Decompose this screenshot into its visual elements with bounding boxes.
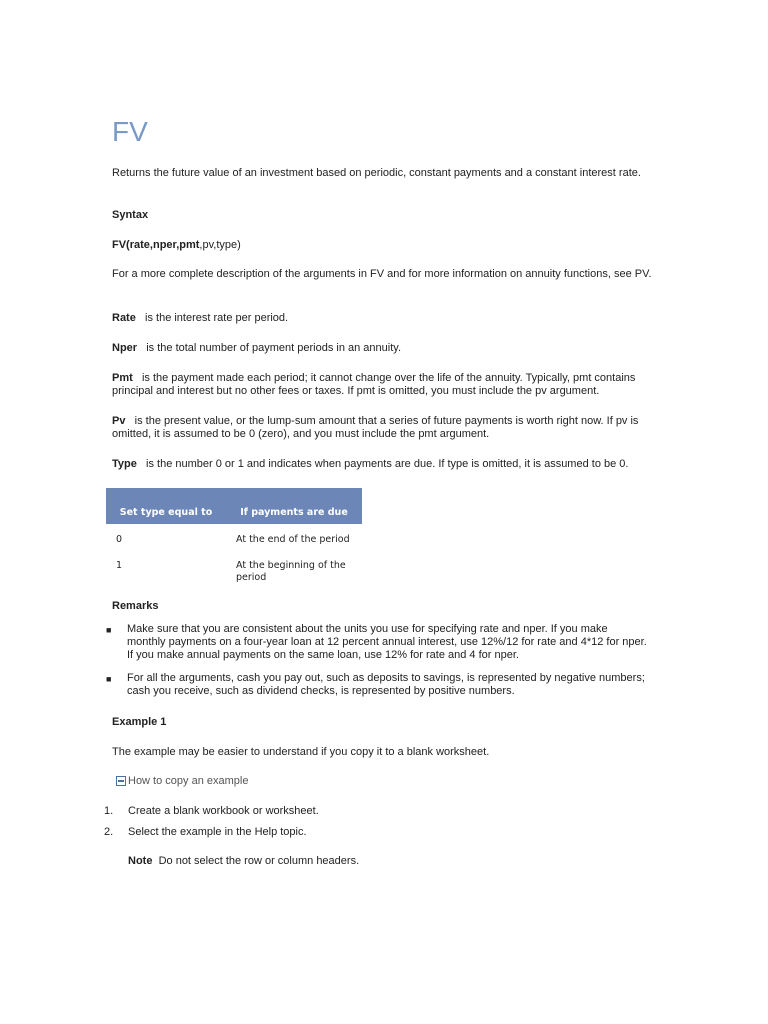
syntax-optional-args: ,pv,type) — [199, 239, 241, 251]
remark-item: For all the arguments, cash you pay out, such as deposits to savings, is represented by negative numbers; cash you receive, such as dividend checks, is represented by positive numbers. — [127, 672, 645, 697]
argument-text: is the payment made each period; it cannot change over the life of the annuity. Typically, pmt contains principal and interest but no other fees or taxes. If pmt is omitted, you must include the pv argument. — [112, 372, 636, 397]
table-header: Set type equal to — [106, 488, 226, 524]
syntax-required-args: rate,nper,pmt — [129, 239, 200, 251]
step-number: 1. — [104, 805, 114, 817]
argument-type — [112, 458, 660, 471]
syntax-function: FV( — [112, 239, 130, 251]
bullet-icon: ■ — [106, 674, 112, 684]
collapse-icon[interactable] — [116, 776, 126, 786]
argument-rate — [112, 312, 660, 325]
note-label: Note — [128, 855, 153, 867]
page-title: FV — [112, 116, 148, 147]
remark-item: Make sure that you are consistent about the units you use for specifying rate and nper. If you make monthly payments on a four-year loan at 12 percent annual interest, use 12%/12 for rate and 4*12 for nper. If you make annual payments on the same loan, use 12% for rate and 4 for nper. — [127, 623, 647, 661]
argument-text: is the present value, or the lump-sum amount that a series of future payments is worth right now. If pv is omitted, it is assumed to be 0 (zero), and you must include the pmt argument. — [112, 415, 639, 440]
intro-text: Returns the future value of an investment based on periodic, constant payments and a constant interest rate. — [112, 167, 641, 179]
syntax-line — [112, 239, 660, 252]
argument-name: Rate — [112, 312, 136, 324]
note-text — [128, 855, 676, 868]
table-cell: At the end of the period — [236, 534, 350, 545]
table-cell: At the beginning of the period — [236, 560, 346, 583]
argument-nper — [112, 342, 660, 355]
example-intro: The example may be easier to understand if you copy it to a blank worksheet. — [112, 746, 490, 758]
note-body: Do not select the row or column headers. — [158, 855, 360, 867]
remarks-heading: Remarks — [112, 600, 159, 612]
argument-name: Type — [112, 458, 137, 470]
argument-name: Pmt — [112, 372, 133, 384]
table-cell: 1 — [116, 560, 123, 571]
table-header: If payments are due — [226, 488, 362, 524]
argument-text: is the interest rate per period. — [145, 312, 289, 324]
table-row — [106, 524, 362, 550]
argument-pv — [112, 415, 660, 441]
step-number: 2. — [104, 826, 114, 838]
step-text: Create a blank workbook or worksheet. — [128, 805, 319, 817]
copy-example-link[interactable] — [116, 775, 248, 787]
argument-name: Nper — [112, 342, 138, 354]
type-table — [106, 488, 362, 584]
step-text: Select the example in the Help topic. — [128, 826, 307, 838]
argument-text: is the number 0 or 1 and indicates when payments are due. If type is omitted, it is assumed to be 0. — [146, 458, 629, 470]
bullet-icon: ■ — [106, 625, 112, 635]
copy-example-label[interactable]: How to copy an example — [128, 775, 249, 787]
table-cell: 0 — [116, 534, 123, 545]
argument-pmt — [112, 372, 660, 398]
syntax-heading: Syntax — [112, 209, 149, 221]
argument-name: Pv — [112, 415, 126, 427]
example-heading: Example 1 — [112, 716, 167, 728]
table-row — [106, 550, 362, 584]
description-text: For a more complete description of the arguments in FV and for more information on annuity functions, see PV. — [112, 268, 652, 280]
argument-text: is the total number of payment periods in an annuity. — [146, 342, 402, 354]
